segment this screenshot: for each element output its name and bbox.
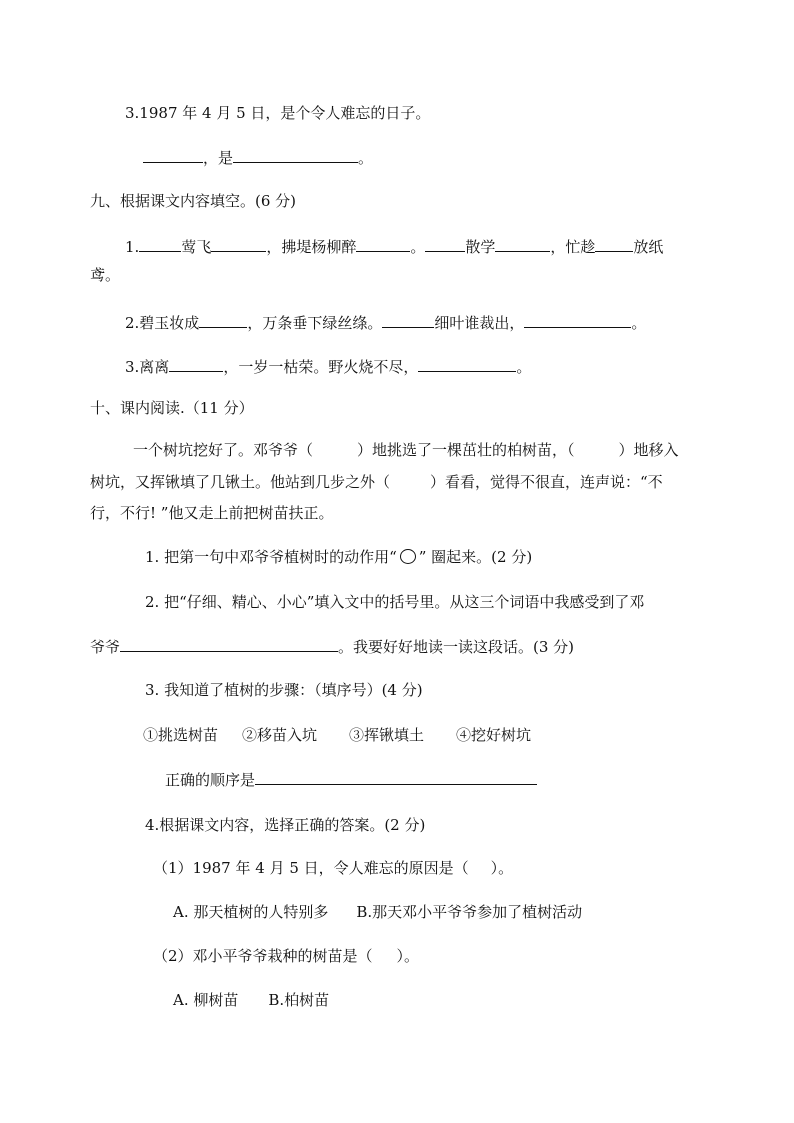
circle-icon	[400, 549, 416, 564]
section-9-title: 九、根据课文内容填空。(6 分)	[90, 192, 297, 210]
answer-blank[interactable]	[199, 312, 247, 328]
answer-blank[interactable]	[524, 312, 631, 328]
sec10-q4-title: 4.根据课文内容，选择正确的答案。(2 分)	[145, 816, 426, 834]
sec10-q1: 1. 把第一句中邓爷爷植树时的动作用“ ” 圈起来。(2 分)	[145, 548, 533, 566]
sec10-q3-title: 3. 我知道了植树的步骤：（填序号）(4 分)	[145, 681, 423, 699]
sec9-item1-wrap: 鸢。	[90, 266, 121, 284]
answer-blank[interactable]	[255, 769, 537, 785]
answer-blank[interactable]	[233, 147, 358, 163]
option-4: ④挖好树坑	[456, 726, 532, 744]
option-2: ②移苗入坑	[242, 726, 318, 744]
answer-blank[interactable]	[120, 636, 338, 652]
passage-line-1: 一个树坑挖好了。邓爷爷（ ）地挑选了一棵茁壮的柏树苗，（ ）地移入	[133, 441, 679, 459]
sec10-q2-answer-line: 爷爷 。我要好好地读一读这段话。(3 分)	[90, 638, 575, 656]
answer-blank[interactable]	[139, 236, 181, 252]
answer-blank[interactable]	[211, 236, 266, 252]
q8-item3-answer-line: ，是 。	[143, 147, 373, 168]
section-10-title: 十、课内阅读.（11 分）	[90, 399, 254, 417]
option-b: B.柏树苗	[268, 991, 330, 1009]
option-b: B.那天邓小平爷爷参加了植树活动	[356, 903, 583, 921]
answer-blank[interactable]	[382, 312, 434, 328]
sec10-q4-sub1-options	[173, 902, 582, 922]
sec10-q4-sub1: （1）1987 年 4 月 5 日，令人难忘的原因是（ ）。	[153, 859, 514, 877]
sec10-q3-answer-line: 正确的顺序是	[165, 769, 537, 790]
answer-blank[interactable]	[495, 236, 550, 252]
sec10-q4-sub2-options	[173, 990, 329, 1010]
sec10-q4-sub2: （2）邓小平爷爷栽种的树苗是（ ）。	[153, 947, 420, 965]
answer-blank[interactable]	[425, 236, 465, 252]
answer-blank[interactable]	[169, 356, 223, 372]
passage-line-2: 树坑，又挥锹填了几锹土。他站到几步之外（ ）看看，觉得不很直，连声说：“不	[90, 473, 663, 491]
sec9-item1: 1. 莺飞 ，拂堤杨柳醉 。 散学 ，忙趁 放纸	[125, 238, 664, 256]
sec10-q3-options	[143, 725, 531, 745]
answer-blank[interactable]	[418, 356, 516, 372]
option-1: ①挑选树苗	[143, 726, 219, 744]
passage-line-3: 行，不行! ”他又走上前把树苗扶正。	[90, 504, 334, 522]
sec9-item2: 2.碧玉妆成 ，万条垂下绿丝绦。 细叶谁裁出， 。	[125, 314, 647, 332]
option-a: A. 柳树苗	[173, 991, 239, 1009]
sec10-q2: 2. 把“仔细、精心、小心”填入文中的括号里。从这三个词语中我感受到了邓	[145, 593, 645, 611]
q8-item3-text: 3.1987 年 4 月 5 日，是个令人难忘的日子。	[125, 104, 431, 122]
answer-blank[interactable]	[595, 236, 633, 252]
option-3: ③挥锹填土	[349, 726, 425, 744]
answer-blank[interactable]	[356, 236, 410, 252]
answer-blank[interactable]	[143, 147, 203, 163]
option-a: A. 那天植树的人特别多	[173, 903, 329, 921]
sec9-item3: 3.离离 ，一岁一枯荣。野火烧不尽， 。	[125, 358, 532, 376]
